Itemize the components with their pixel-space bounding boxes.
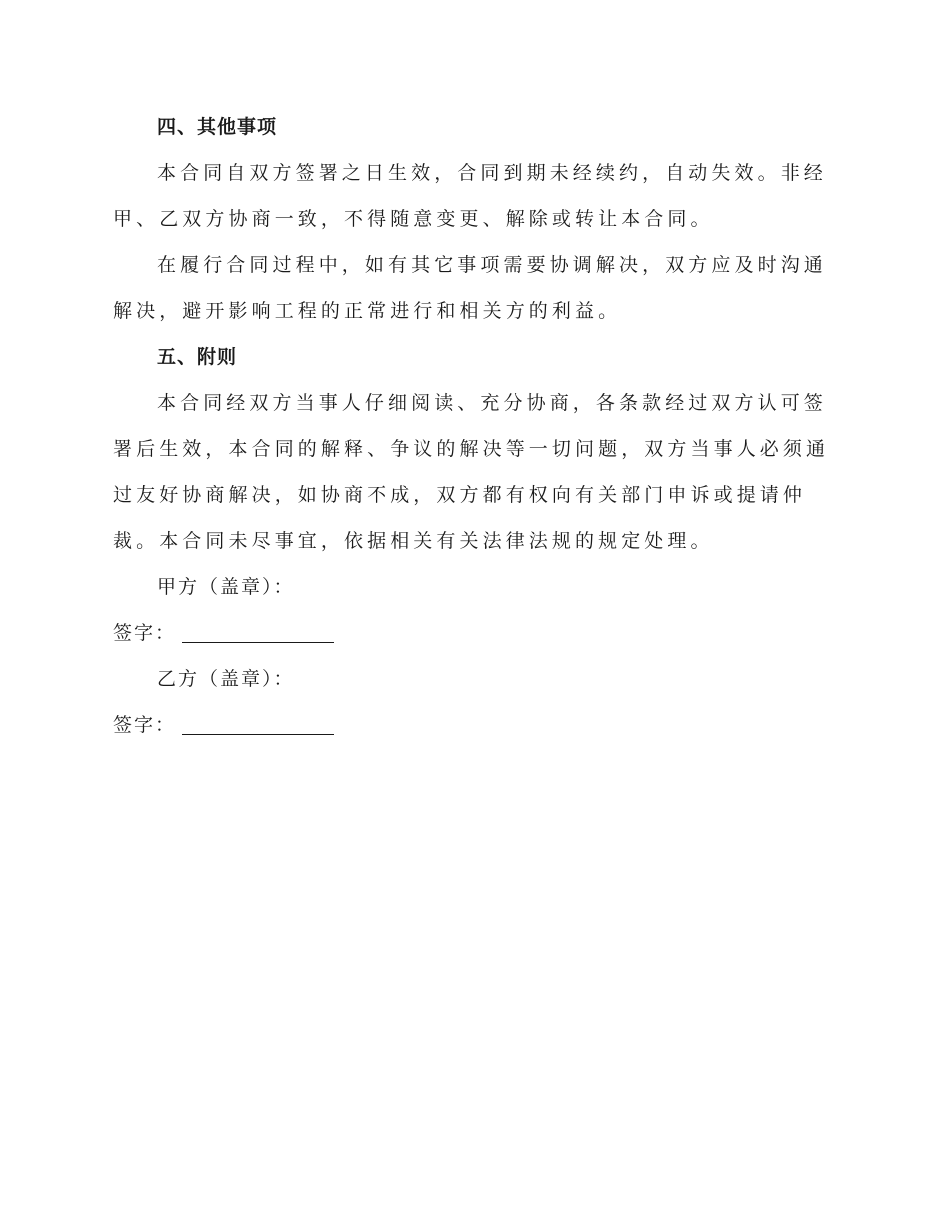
paragraph-supplementary-terms: 本合同经双方当事人仔细阅读、充分协商，各条款经过双方认可签署后生效，本合同的解释、争议的解决等一切问题，双方当事人必须通过友好协商解决，如协商不成，双方都有权向有关部门申诉或提请仲裁。本合同未尽事宜，依据相关有关法律法规的规定处理。: [113, 392, 830, 552]
party-b-sign-label: 签字：: [113, 714, 177, 736]
party-b-signature-line[interactable]: [182, 716, 334, 735]
party-a-signature-line[interactable]: [182, 624, 334, 643]
party-a-sign-label: 签字：: [113, 622, 177, 644]
party-a-signature-row: [113, 610, 835, 656]
paragraph-coordination: 在履行合同过程中，如有其它事项需要协调解决，双方应及时沟通解决，避开影响工程的正常进行和相关方的利益。: [113, 254, 827, 322]
contract-page: [113, 104, 835, 748]
party-a-seal-label: 甲方（盖章）：: [157, 576, 295, 598]
section-heading-supplementary: 五、附则: [157, 346, 238, 368]
section-heading-other-matters: 四、其他事项: [157, 116, 278, 138]
party-b-seal-label: 乙方（盖章）：: [157, 668, 295, 690]
party-b-signature-row: [113, 702, 835, 748]
signature-block: [113, 564, 835, 748]
paragraph-effective-term: 本合同自双方签署之日生效，合同到期未经续约，自动失效。非经甲、乙双方协商一致，不得随意变更、解除或转让本合同。: [113, 162, 827, 230]
